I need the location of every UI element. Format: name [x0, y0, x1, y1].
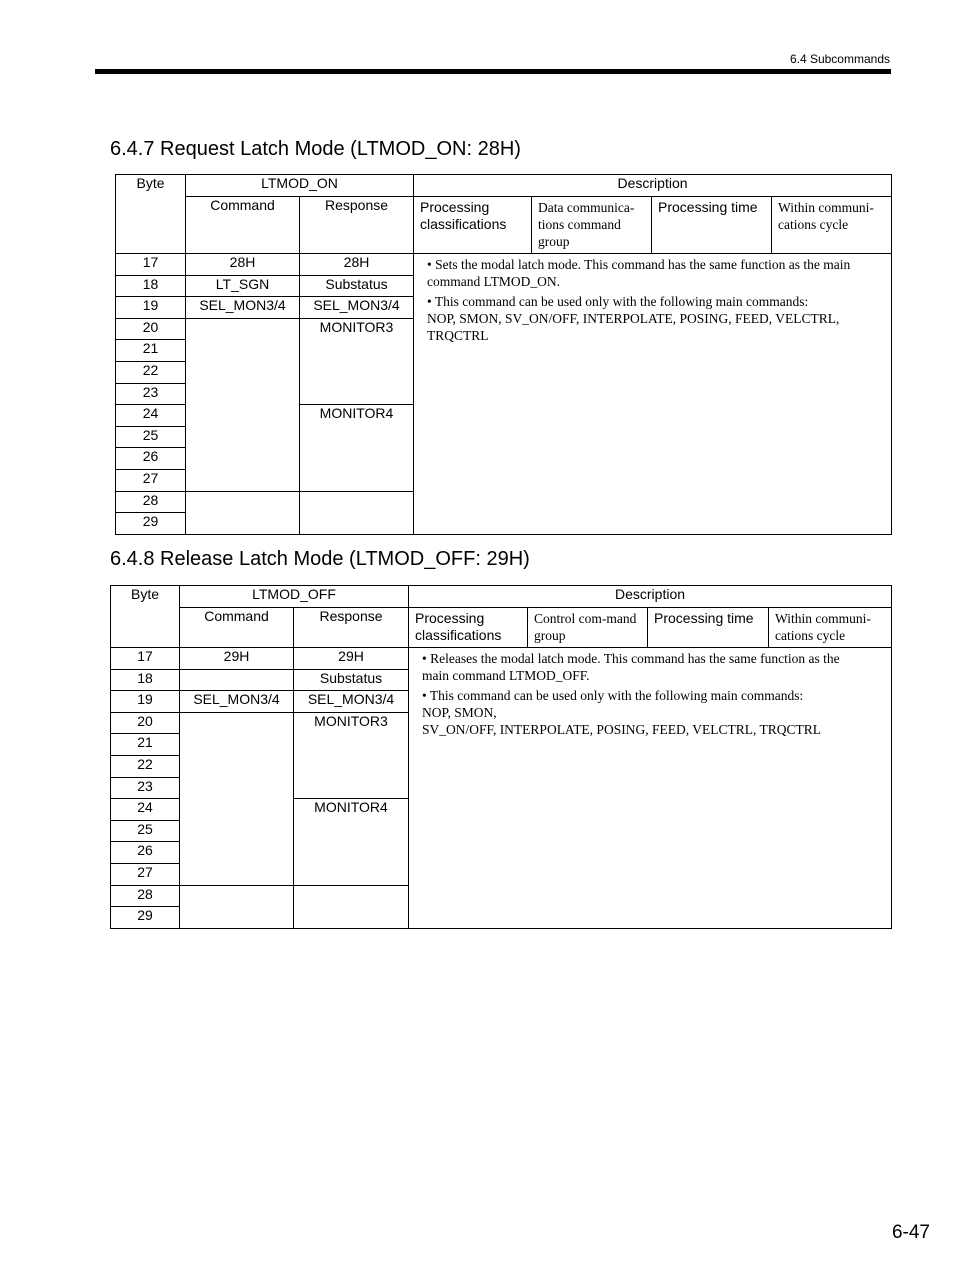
command-cell: LT_SGN [186, 275, 300, 297]
monitor3-cell: MONITOR3 [294, 712, 409, 798]
byte-cell: 23 [111, 777, 180, 799]
byte-cell: 27 [111, 863, 180, 885]
description-header: Description [414, 175, 892, 197]
response-cell: SEL_MON3/4 [300, 297, 414, 319]
command-empty-cell [180, 885, 294, 928]
byte-cell: 21 [116, 340, 186, 362]
description-header: Description [409, 586, 892, 608]
response-cell: 29H [294, 648, 409, 670]
byte-cell: 18 [111, 669, 180, 691]
command-empty-cell [180, 712, 294, 885]
response-empty-cell [294, 885, 409, 928]
monitor4-cell: MONITOR4 [294, 799, 409, 885]
byte-cell: 26 [111, 842, 180, 864]
ltmod-off-table [110, 585, 892, 929]
command-empty-cell [186, 491, 300, 534]
description-bullet: • This command can be used only with the following main commands: NOP, SMON, SV_ON/OFF, INTERPOLATE, POSING, FEED, VELCTRL, TRQCTRL [427, 294, 840, 343]
byte-cell: 20 [116, 318, 186, 340]
command-empty-cell [186, 318, 300, 491]
response-empty-cell [300, 491, 414, 534]
processing-time-label: Processing time [648, 608, 769, 648]
processing-classifications-label: Processing classifications [409, 608, 528, 648]
byte-header: Byte [116, 175, 186, 254]
response-header: Response [300, 197, 414, 254]
byte-cell: 29 [116, 513, 186, 535]
command-header: Command [186, 197, 300, 254]
command-header: Command [180, 608, 294, 648]
processing-classifications-label: Processing classifications [414, 197, 532, 254]
description-bullet: • Releases the modal latch mode. This command has the same function as the main command LTMOD_OFF. [422, 651, 840, 683]
page-number: 6-47 [891, 1222, 930, 1243]
section-title-ltmod-on: 6.4.7 Request Latch Mode (LTMOD_ON: 28H) [110, 138, 521, 160]
command-cell: SEL_MON3/4 [180, 691, 294, 713]
description-bullet: • Sets the modal latch mode. This command has the same function as the main command LTMOD_ON. [427, 257, 851, 289]
byte-cell: 25 [111, 820, 180, 842]
command-cell: 29H [180, 648, 294, 670]
byte-cell: 26 [116, 448, 186, 470]
processing-classifications-value: Data communica-tions command group [532, 197, 652, 254]
processing-time-value: Within communi-cations cycle [769, 608, 892, 648]
byte-cell: 28 [111, 885, 180, 907]
running-header: 6.4 Subcommands [789, 52, 890, 66]
byte-cell: 25 [116, 426, 186, 448]
byte-header: Byte [111, 586, 180, 648]
byte-cell: 22 [116, 361, 186, 383]
byte-cell: 19 [116, 297, 186, 319]
response-cell: SEL_MON3/4 [294, 691, 409, 713]
processing-time-label: Processing time [652, 197, 772, 254]
byte-cell: 18 [116, 275, 186, 297]
byte-cell: 24 [116, 405, 186, 427]
byte-cell: 21 [111, 734, 180, 756]
byte-cell: 27 [116, 469, 186, 491]
ltmod-off-header: LTMOD_OFF [180, 586, 409, 608]
byte-cell: 17 [116, 254, 186, 276]
section-title-ltmod-off: 6.4.8 Release Latch Mode (LTMOD_OFF: 29H) [110, 548, 530, 570]
monitor3-cell: MONITOR3 [300, 318, 414, 404]
header-rule [95, 69, 891, 74]
ltmod-on-table [115, 174, 892, 535]
command-cell [180, 669, 294, 691]
response-cell: Substatus [300, 275, 414, 297]
byte-cell: 23 [116, 383, 186, 405]
byte-cell: 20 [111, 712, 180, 734]
byte-cell: 17 [111, 648, 180, 670]
description-bullet: • This command can be used only with the following main commands: NOP, SMON, SV_ON/OFF, INTERPOLATE, POSING, FEED, VELCTRL, TRQCTRL [422, 688, 821, 737]
command-cell: 28H [186, 254, 300, 276]
ltmod-on-header: LTMOD_ON [186, 175, 414, 197]
byte-cell: 19 [111, 691, 180, 713]
byte-cell: 24 [111, 799, 180, 821]
byte-cell: 29 [111, 907, 180, 929]
response-cell: 28H [300, 254, 414, 276]
byte-cell: 22 [111, 755, 180, 777]
byte-cell: 28 [116, 491, 186, 513]
description-cell [414, 254, 892, 535]
response-cell: Substatus [294, 669, 409, 691]
processing-classifications-value: Control com-mand group [528, 608, 648, 648]
description-cell [409, 648, 892, 929]
monitor4-cell: MONITOR4 [300, 405, 414, 491]
processing-time-value: Within communi-cations cycle [772, 197, 892, 254]
response-header: Response [294, 608, 409, 648]
command-cell: SEL_MON3/4 [186, 297, 300, 319]
